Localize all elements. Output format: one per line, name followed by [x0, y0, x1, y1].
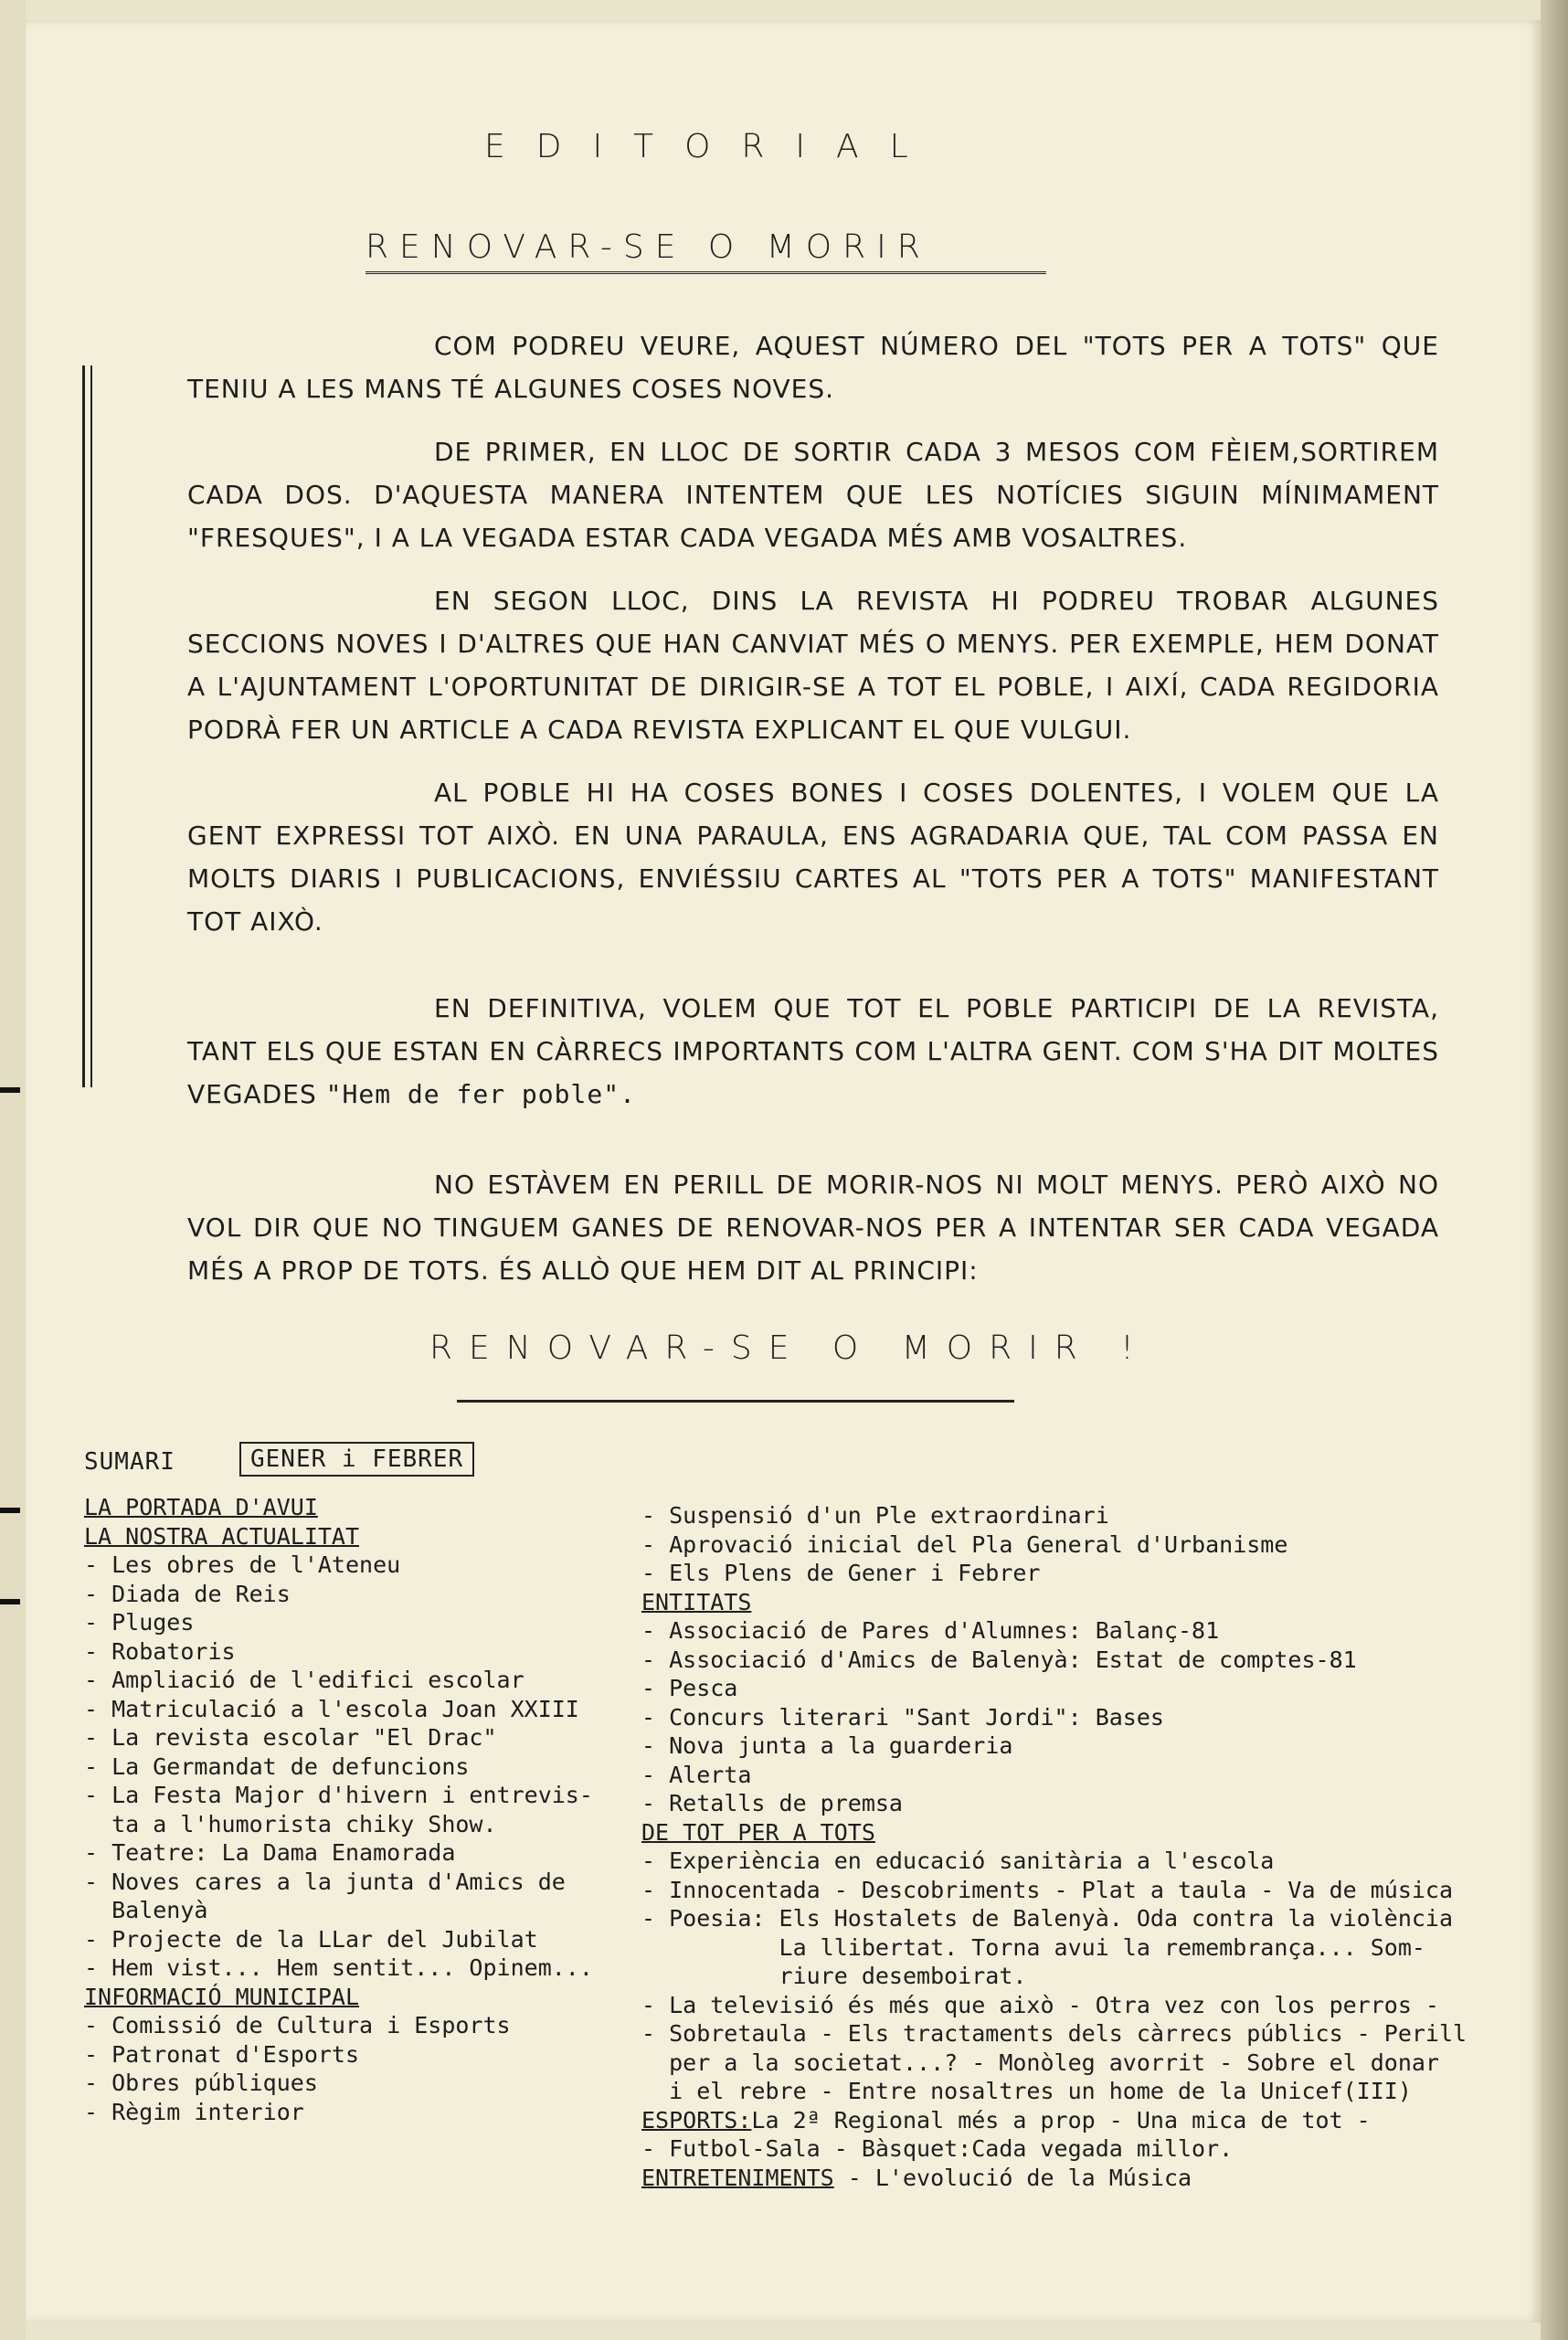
sumari-item: - Matriculació a l'escola Joan XXIII	[84, 1695, 579, 1722]
sumari-column-right	[641, 1501, 1467, 2192]
paragraph: AL POBLE HI HA COSES BONES I COSES DOLENTES, I VOLEM QUE LA GENT EXPRESSI TOT AIXÒ. EN UNA PARAULA, ENS AGRADARIA QUE, TAL COM PASSA EN MOLTS DIARIS I PUBLICACIONS, ENVIÉSSIU CARTES AL "TOTS PER A TOTS" MANIFESTANT TOT AIXÒ.	[187, 778, 1439, 937]
editorial-body	[187, 324, 1439, 1312]
section-heading-rest: La 2ª Regional més a prop - Una mica de tot -	[751, 2106, 1371, 2134]
paragraph: EN DEFINITIVA, VOLEM QUE TOT EL POBLE PARTICIPI DE LA REVISTA, TANT ELS QUE ESTAN EN CÀRRECS IMPORTANTS COM L'ALTRA GENT. COM S'HA DIT MOLTES VEGADES "Hem de fer poble".	[187, 993, 1439, 1109]
paragraph: COM PODREU VEURE, AQUEST NÚMERO DEL "TOTS PER A TOTS" QUE TENIU A LES MANS TÉ ALGUNES COSES NOVES.	[187, 331, 1439, 404]
section-heading-text: DE TOT PER A TOTS	[641, 1818, 875, 1846]
sumari-item: - La revista escolar "El Drac"	[84, 1724, 497, 1751]
section-heading	[641, 2164, 1467, 2193]
sumari-item: Balenyà	[84, 1897, 208, 1923]
sumari-item: - Diada de Reis	[84, 1580, 291, 1607]
sumari-item: - Pluges	[84, 1609, 195, 1636]
page-right-edge	[1541, 0, 1568, 2340]
sumari-item: - Associació de Pares d'Alumnes: Balanç-81	[641, 1617, 1220, 1644]
sumari-item: riure desemboirat.	[641, 1963, 1027, 1989]
section-heading-text: INFORMACIÓ MUNICIPAL	[84, 1983, 360, 2010]
sumari-period: GENER i FEBRER	[239, 1442, 474, 1477]
sumari-item: - Retalls de premsa	[641, 1790, 903, 1816]
binding-mark	[0, 1087, 20, 1093]
binding-mark	[0, 1508, 20, 1513]
sumari-item: - Projecte de la LLar del Jubilat	[84, 1925, 538, 1953]
sumari-item: - Experiència en educació sanitària a l'escola	[641, 1848, 1275, 1874]
sumari-item: - La Festa Major d'hivern i entrevis-	[84, 1782, 593, 1808]
section-heading	[641, 1588, 1467, 1617]
vertical-rule	[82, 365, 92, 1087]
section-divider	[457, 1400, 1014, 1403]
sumari-item: - Sobretaula - Els tractaments dels càrrecs públics - Perill	[641, 2020, 1467, 2047]
paragraph: DE PRIMER, EN LLOC DE SORTIR CADA 3 MESOS COM FÈIEM,SORTIREM CADA DOS. D'AQUESTA MANERA INTENTEM QUE LES NOTÍCIES SIGUIN MÍNIMAMENT "FRESQUES", I A LA VEGADA ESTAR CADA VEGADA MÉS AMB VOSALTRES.	[187, 437, 1439, 553]
sumari-item: - La Germandat de defuncions	[84, 1752, 470, 1780]
sumari-item: - Nova junta a la guarderia	[641, 1732, 1013, 1759]
section-heading-text: LA NOSTRA ACTUALITAT	[84, 1522, 360, 1550]
sumari-item: per a la societat...? - Monòleg avorrit - Sobre el donar	[641, 2049, 1439, 2076]
sumari-item: - Concurs literari "Sant Jordi": Bases	[641, 1703, 1164, 1731]
sumari-item: - Les obres de l'Ateneu	[84, 1551, 401, 1578]
sumari-item: - Teatre: La Dama Enamorada	[84, 1839, 456, 1866]
closing-slogan: RENOVAR-SE O MORIR !	[429, 1329, 1150, 1367]
sumari-item: - Poesia: Els Hostalets de Balenyà. Oda contra la violència	[641, 1905, 1454, 1932]
section-heading-text: ESPORTS:	[641, 2106, 752, 2134]
section-heading-text: LA PORTADA D'AVUI	[84, 1494, 318, 1520]
section-heading	[84, 1493, 593, 1522]
binding-mark	[0, 1599, 20, 1604]
section-heading	[641, 1818, 1467, 1848]
paragraph: NO ESTÀVEM EN PERILL DE MORIR-NOS NI MOLT MENYS. PERÒ AIXÒ NO VOL DIR QUE NO TINGUEM GANES DE RENOVAR-NOS PER A INTENTAR SER CADA VEGADA MÉS A PROP DE TOTS. ÉS ALLÒ QUE HEM DIT AL PRINCIPI:	[187, 1170, 1439, 1286]
sumari-column-left	[84, 1493, 593, 2126]
sumari-item: - Hem vist... Hem sentit... Opinem...	[84, 1954, 593, 1981]
sumari-item: ta a l'humorista chiky Show.	[84, 1810, 497, 1837]
paragraph: EN SEGON LLOC, DINS LA REVISTA HI PODREU TROBAR ALGUNES SECCIONS NOVES I D'ALTRES QUE HAN CANVIAT MÉS O MENYS. PER EXEMPLE, HEM DONAT A L'AJUNTAMENT L'OPORTUNITAT DE DIRIGIR-SE A TOT EL POBLE, I AIXÍ, CADA REGIDORIA PODRÀ FER UN ARTICLE A CADA REVISTA EXPLICANT EL QUE VULGUI.	[187, 586, 1439, 745]
sumari-item: - Els Plens de Gener i Febrer	[641, 1560, 1041, 1586]
sumari-item: - Futbol-Sala - Bàsquet:Cada vegada millor.	[641, 2135, 1234, 2162]
sumari-item: - Noves cares a la junta d'Amics de	[84, 1868, 566, 1895]
section-heading	[84, 1983, 593, 2012]
section-heading-text: ENTITATS	[641, 1588, 752, 1615]
editorial-title: RENOVAR-SE O MORIR	[366, 228, 1046, 274]
sumari-item: - Règim interior	[84, 2098, 304, 2125]
sumari-item: La llibertat. Torna avui la remembrança... Som-	[641, 1933, 1425, 1961]
quote: "Hem de fer poble".	[325, 1079, 636, 1109]
sumari-item: - Associació d'Amics de Balenyà: Estat de comptes-81	[641, 1646, 1357, 1673]
sumari-item: - Obres públiques	[84, 2070, 318, 2096]
sumari-item: - Patronat d'Esports	[84, 2040, 360, 2068]
editorial-heading: EDITORIAL	[484, 128, 939, 165]
sumari-item: - Innocentada - Descobriments - Plat a taula - Va de música	[641, 1876, 1454, 1903]
section-heading	[641, 2106, 1467, 2135]
sumari-item: - Ampliació de l'edifici escolar	[84, 1667, 524, 1693]
section-heading-text: ENTRETENIMENTS	[641, 2164, 834, 2191]
sumari-item: - Alerta	[641, 1761, 752, 1788]
sumari-item: - Comissió de Cultura i Esports	[84, 2012, 511, 2038]
sumari-item: - Suspensió d'un Ple extraordinari	[641, 1502, 1109, 1529]
page-left-margin	[0, 0, 26, 2340]
sumari-label: SUMARI	[84, 1448, 175, 1476]
section-heading	[84, 1522, 593, 1551]
sumari-item: - Pesca	[641, 1675, 738, 1701]
sumari-item: - La televisió és més que això - Otra vez con los perros -	[641, 1991, 1439, 2018]
sumari-item: - Robatoris	[84, 1637, 236, 1665]
sumari-item: - Aprovació inicial del Pla General d'Urbanisme	[641, 1530, 1288, 1558]
section-heading-rest: - L'evolució de la Música	[833, 2164, 1192, 2191]
sumari-item: i el rebre - Entre nosaltres un home de la Unicef(III)	[641, 2078, 1412, 2104]
